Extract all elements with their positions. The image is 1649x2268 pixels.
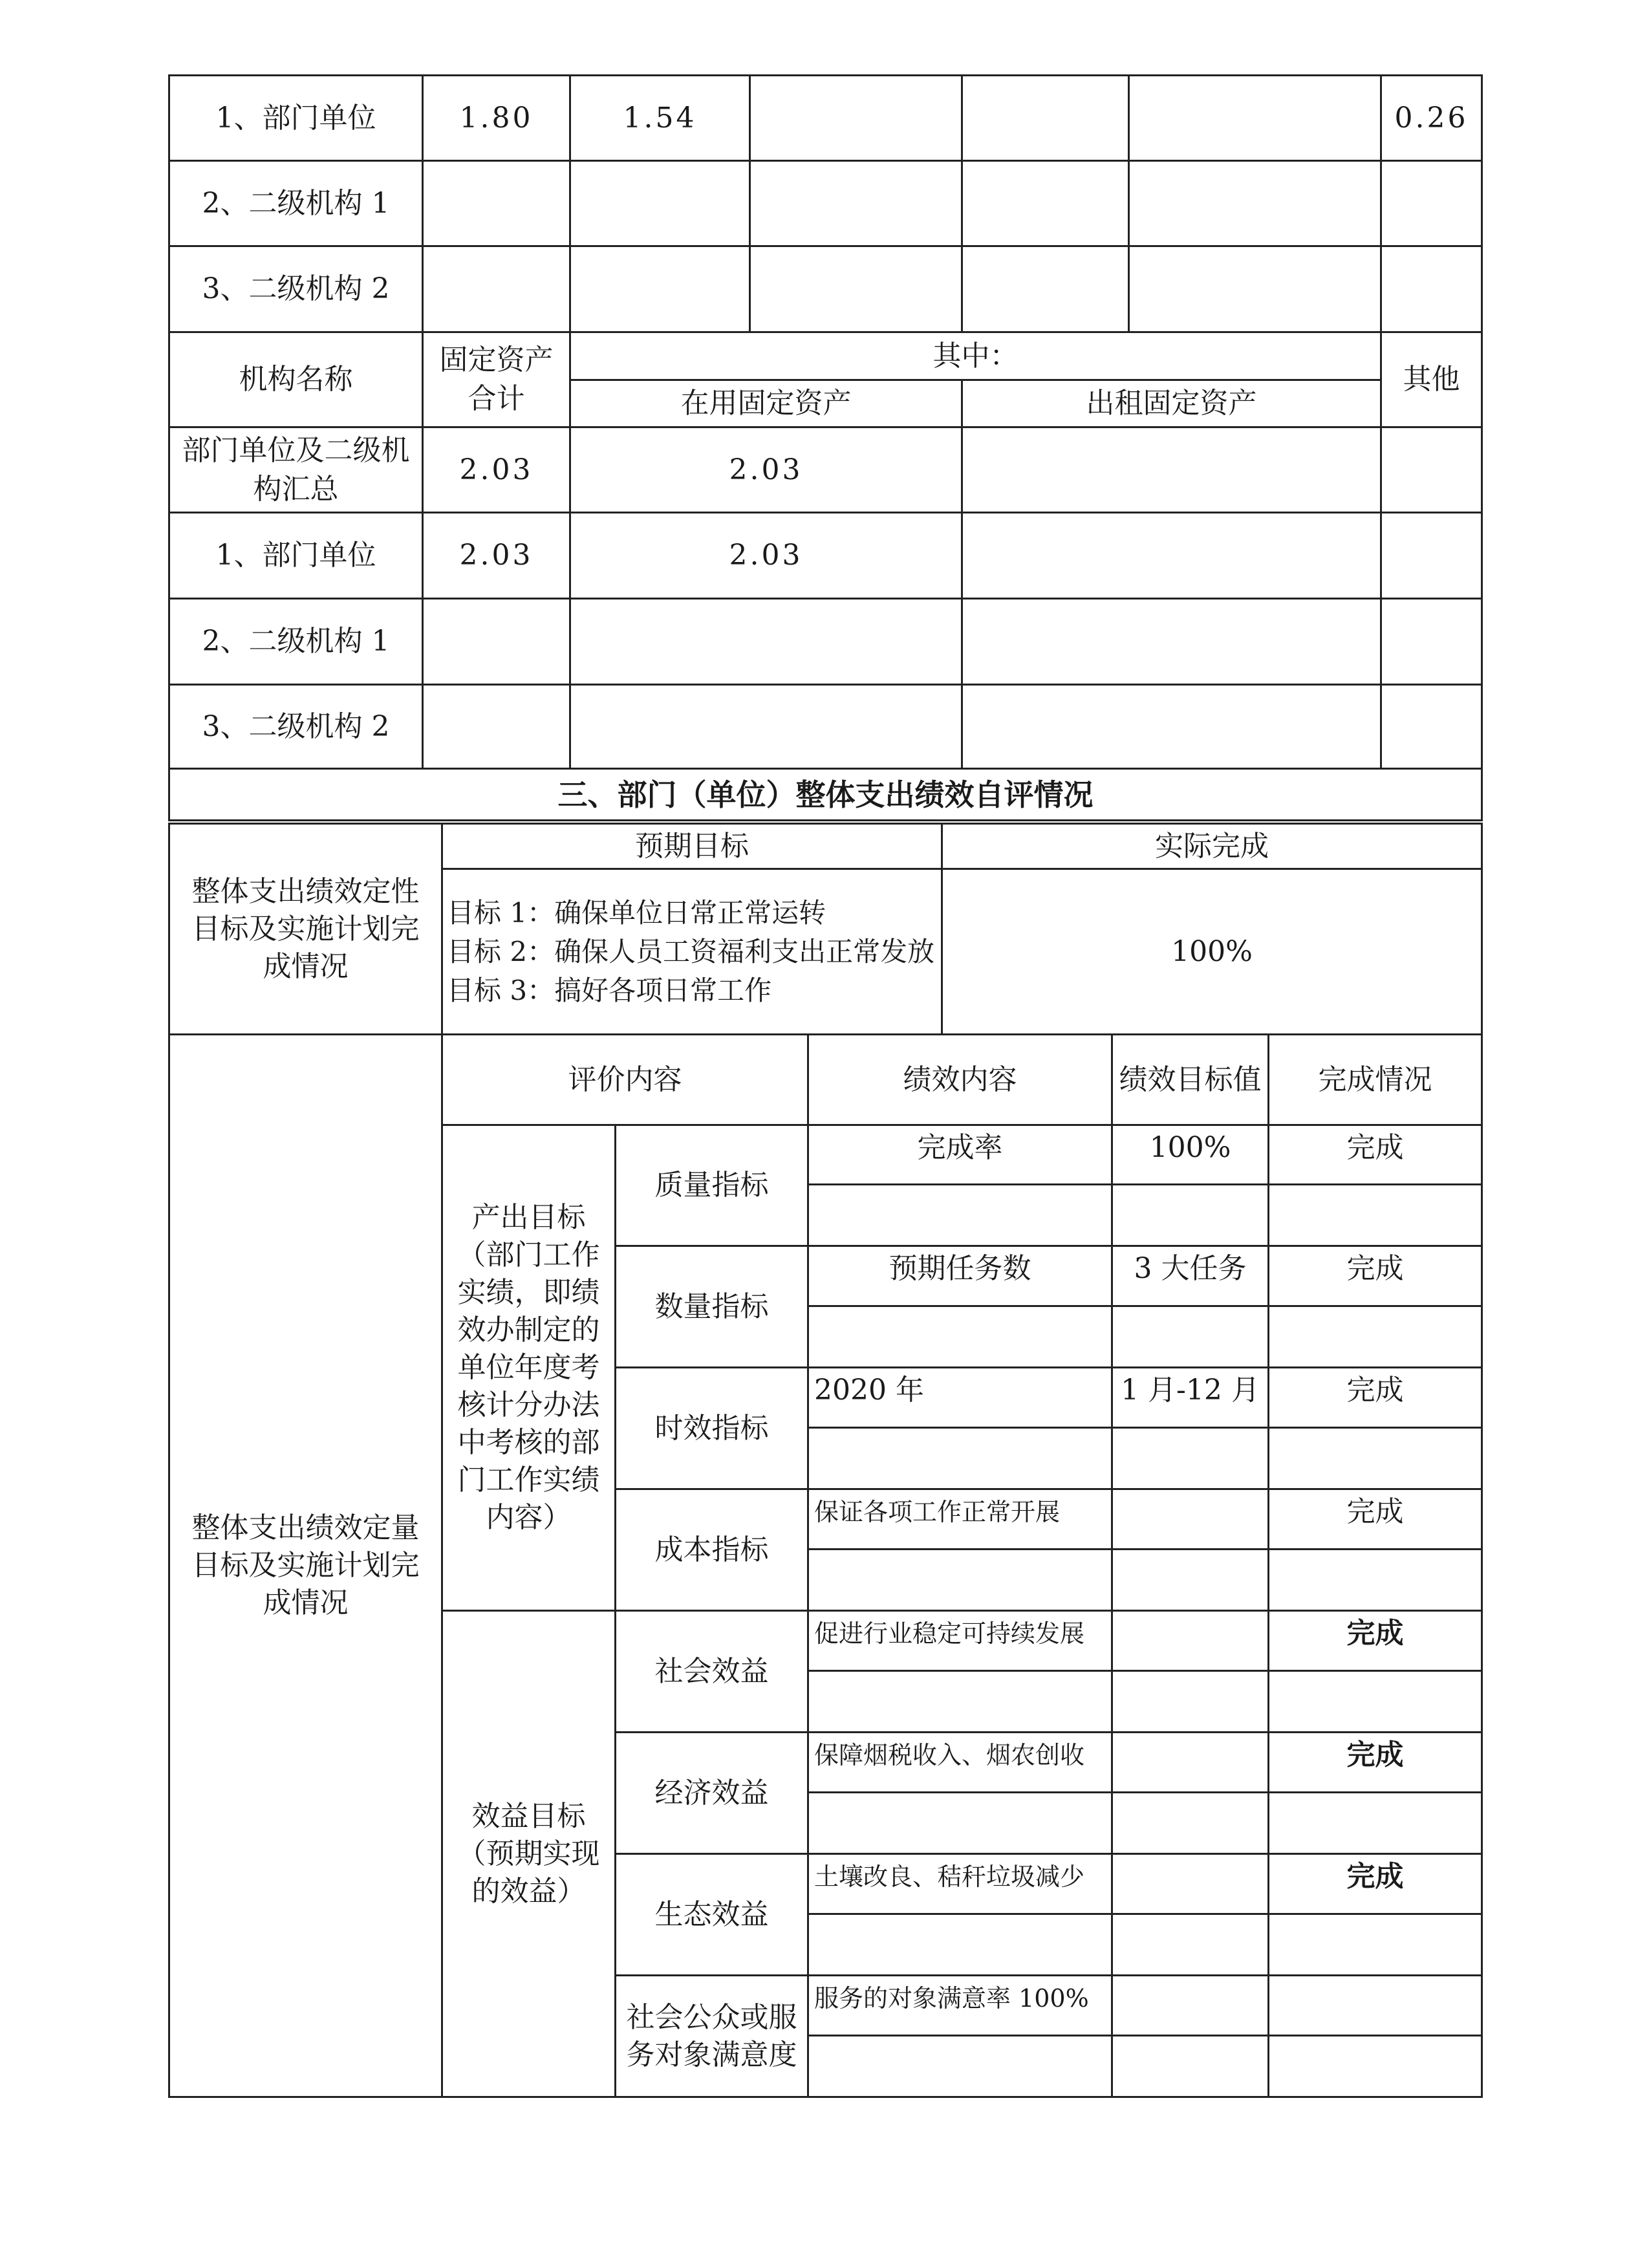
value-cell [750,246,962,332]
status-cell: 完成 [1269,1368,1482,1428]
value-cell [750,76,962,161]
target-cell: 3 大任务 [1112,1246,1269,1306]
table-row [169,513,1482,599]
value-cell: 0.26 [1381,76,1482,161]
rented-cell [962,599,1381,685]
indicator-name: 成本指标 [616,1489,808,1611]
rented-header: 出租固定资产 [962,380,1381,427]
of-which-header: 其中： [570,332,1381,380]
benefit-goal-group: 效益目标（预期实现的效益） [442,1611,616,2097]
table-row [169,76,1482,161]
other-cell [1381,599,1482,685]
target-header: 绩效目标值 [1112,1035,1269,1125]
indicator-name: 时效指标 [616,1368,808,1489]
qualitative-goals-table [168,823,1483,1035]
asset-total-cell: 2.03 [423,427,570,513]
other-cell [1381,427,1482,513]
value-cell [962,246,1129,332]
indicator-name: 生态效益 [616,1854,808,1976]
table-row [169,685,1482,769]
other-cell [1381,685,1482,769]
target-cell [1112,1489,1269,1550]
other-header: 其他 [1381,332,1482,427]
status-cell: 完成 [1269,1733,1482,1793]
value-cell: 1.54 [570,76,750,161]
target-cell [1112,1976,1269,2036]
section-title-row [169,769,1482,821]
status-cell [1269,1976,1482,2036]
eval-content-header: 评价内容 [442,1035,808,1125]
indicator-name: 经济效益 [616,1733,808,1854]
in-use-cell: 2.03 [570,513,962,599]
status-cell: 完成 [1269,1854,1482,1914]
target-cell: 100% [1112,1125,1269,1185]
qualitative-label: 整体支出绩效定性目标及实施计划完成情况 [169,824,442,1035]
fixed-assets-table [168,74,1483,821]
indicator-name: 社会公众或服务对象满意度 [616,1976,808,2097]
value-cell [570,246,750,332]
target-cell: 1 月-12 月 [1112,1368,1269,1428]
value-cell [962,76,1129,161]
quantitative-goals-table [168,1033,1483,2098]
perf-cell: 土壤改良、秸秆垃圾减少 [808,1854,1112,1914]
in-use-cell [570,599,962,685]
perf-cell: 2020 年 [808,1368,1112,1428]
value-cell [1381,161,1482,246]
target-cell [1112,1733,1269,1793]
expected-header: 预期目标 [442,824,942,869]
output-goal-group: 产出目标（部门工作实绩，即绩效办制定的单位年度考核计分办法中考核的部门工作实绩内容） [442,1125,616,1611]
perf-cell: 保障烟税收入、烟农创收 [808,1733,1112,1793]
rented-cell [962,513,1381,599]
value-cell [570,161,750,246]
target-cell [1112,1854,1269,1914]
status-cell: 完成 [1269,1125,1482,1185]
section-title: 三、部门（单位）整体支出绩效自评情况 [169,769,1482,821]
indicator-name: 数量指标 [616,1246,808,1368]
org-name-header: 机构名称 [169,332,423,427]
org-name-cell: 1、部门单位 [169,76,423,161]
indicator-name: 社会效益 [616,1611,808,1733]
goal-item: 目标 2：确保人员工资福利支出正常发放 [447,935,935,967]
goals-cell [442,869,942,1035]
perf-cell: 预期任务数 [808,1246,1112,1306]
quantitative-label: 整体支出绩效定量目标及实施计划完成情况 [169,1035,442,2097]
actual-value: 100% [942,869,1482,1035]
perf-cell: 保证各项工作正常开展 [808,1489,1112,1550]
org-name-cell: 1、部门单位 [169,513,423,599]
perf-cell: 促进行业稳定可持续发展 [808,1611,1112,1671]
in-use-cell [570,685,962,769]
status-header: 完成情况 [1269,1035,1482,1125]
asset-total-cell: 2.03 [423,513,570,599]
table-row [169,246,1482,332]
asset-total-cell [423,599,570,685]
goal-item: 目标 3：搞好各项日常工作 [447,974,772,1006]
status-cell: 完成 [1269,1246,1482,1306]
value-cell [423,246,570,332]
org-name-cell: 3、二级机构 2 [169,246,423,332]
table-row [169,427,1482,513]
value-cell [750,161,962,246]
table-row [169,824,1482,869]
perf-cell: 服务的对象满意率 100% [808,1976,1112,2036]
target-cell [1112,1611,1269,1671]
goal-item: 目标 1：确保单位日常正常运转 [447,896,826,929]
rented-cell [962,685,1381,769]
in-use-cell: 2.03 [570,427,962,513]
asset-total-cell [423,685,570,769]
status-cell: 完成 [1269,1489,1482,1550]
org-name-cell: 3、二级机构 2 [169,685,423,769]
rented-cell [962,427,1381,513]
value-cell [1129,161,1381,246]
value-cell: 1.80 [423,76,570,161]
in-use-header: 在用固定资产 [570,380,962,427]
status-cell: 完成 [1269,1611,1482,1671]
value-cell [423,161,570,246]
value-cell [962,161,1129,246]
table-row [169,161,1482,246]
perf-content-header: 绩效内容 [808,1035,1112,1125]
indicator-name: 质量指标 [616,1125,808,1246]
table-row [169,599,1482,685]
header-row [169,1035,1482,1125]
asset-header-row [169,332,1482,380]
org-name-cell: 2、二级机构 1 [169,161,423,246]
perf-cell: 完成率 [808,1125,1112,1185]
value-cell [1129,246,1381,332]
actual-header: 实际完成 [942,824,1482,869]
asset-total-header: 固定资产合计 [423,332,570,427]
value-cell [1129,76,1381,161]
org-name-cell: 2、二级机构 1 [169,599,423,685]
value-cell [1381,246,1482,332]
org-name-cell: 部门单位及二级机构汇总 [169,427,423,513]
other-cell [1381,513,1482,599]
